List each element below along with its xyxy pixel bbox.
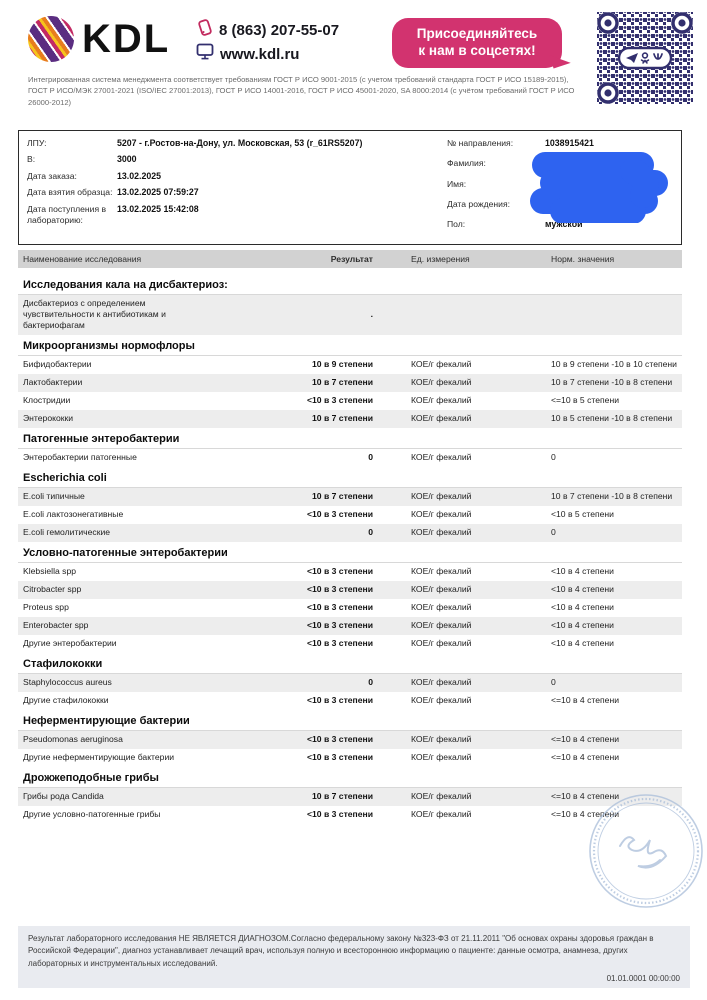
- cell-test-name: Klebsiella spp: [23, 565, 77, 576]
- phone-row: [196, 18, 339, 42]
- info-row: [447, 219, 673, 230]
- cell-test-name: Бифидобактерии: [23, 358, 92, 369]
- table-row: [18, 449, 682, 467]
- info-row: [27, 204, 447, 226]
- contact-block: [196, 18, 339, 66]
- col-header-name: Наименование исследования: [23, 254, 142, 264]
- cell-test-name: Другие энтеробактерии: [23, 637, 117, 648]
- cell-norm: <=10 в 4 степени: [551, 751, 619, 762]
- order-info-column: [27, 138, 447, 237]
- cell-units: КОЕ/г фекалий: [411, 451, 472, 462]
- cell-norm: <=10 в 4 степени: [551, 694, 619, 705]
- cell-norm: <10 в 4 степени: [551, 565, 614, 576]
- cell-test-name: E.coli типичные: [23, 490, 85, 501]
- cell-units: КОЕ/г фекалий: [411, 637, 472, 648]
- table-row: [18, 635, 682, 653]
- info-row: [447, 199, 673, 210]
- cell-norm: <10 в 4 степени: [551, 637, 614, 648]
- info-label: Имя:: [447, 178, 467, 189]
- info-row: [27, 187, 447, 198]
- website-url: www.kdl.ru: [220, 45, 300, 63]
- info-row: [447, 179, 673, 190]
- cell-units: КОЕ/г фекалий: [411, 412, 472, 423]
- table-row: [18, 392, 682, 410]
- table-row: [18, 524, 682, 542]
- social-banner: [392, 18, 562, 68]
- cell-result: 10 в 7 степени: [312, 790, 373, 801]
- info-value: 5207 - г.Ростов-на-Дону, ул. Московская, 53 (r_61RS5207): [117, 138, 363, 148]
- info-label: Дата рождения:: [447, 198, 511, 209]
- table-row: [18, 599, 682, 617]
- cell-test-name: Proteus spp: [23, 601, 69, 612]
- table-row: [18, 563, 682, 581]
- cell-result: <10 в 3 степени: [306, 751, 373, 762]
- cell-result: <10 в 3 степени: [306, 583, 373, 594]
- cell-result: <10 в 3 степени: [306, 808, 373, 819]
- cell-result: <10 в 3 степени: [306, 601, 373, 612]
- cell-result: 10 в 7 степени: [312, 412, 373, 423]
- report-footer: [18, 926, 690, 988]
- info-row: [447, 158, 673, 169]
- kdl-logo-text: KDL: [82, 17, 171, 61]
- cell-units: КОЕ/г фекалий: [411, 376, 472, 387]
- table-row: [18, 674, 682, 692]
- cell-test-name: Другие неферментирующие бактерии: [23, 751, 175, 762]
- cell-result: 0: [368, 676, 373, 687]
- patient-info-box: [18, 130, 682, 245]
- section-header: Патогенные энтеробактерии: [18, 428, 682, 449]
- info-value: 3000: [117, 154, 137, 165]
- col-header-result: Результат: [330, 254, 373, 264]
- cell-result: 0: [368, 526, 373, 537]
- cell-test-name: E.coli лактозонегативные: [23, 508, 124, 519]
- cell-units: КОЕ/г фекалий: [411, 526, 472, 537]
- cell-result: <10 в 3 степени: [306, 619, 373, 630]
- cell-test-name: Лактобактерии: [23, 376, 83, 387]
- cell-units: КОЕ/г фекалий: [411, 676, 472, 687]
- info-label: Дата взятия образца:: [27, 187, 113, 198]
- cell-result: <10 в 3 степени: [306, 637, 373, 648]
- cell-units: КОЕ/г фекалий: [411, 358, 472, 369]
- table-header-row: [18, 250, 682, 268]
- cell-test-name: Энтеробактерии патогенные: [23, 451, 137, 462]
- qr-code: [595, 10, 695, 111]
- info-row: [27, 138, 447, 149]
- info-label: Фамилия:: [447, 158, 486, 169]
- cell-result: <10 в 3 степени: [306, 694, 373, 705]
- info-value: 13.02.2025: [117, 170, 162, 181]
- section-header: Escherichia coli: [18, 467, 682, 488]
- col-header-norm: Норм. значения: [551, 254, 615, 264]
- cell-norm: <10 в 4 степени: [551, 601, 614, 612]
- patient-info-column: [447, 138, 673, 237]
- cell-result: 10 в 9 степени: [312, 358, 373, 369]
- kdl-sphere-icon: [28, 16, 74, 62]
- phone-icon: [196, 18, 213, 42]
- table-body: [18, 274, 682, 824]
- info-label: Пол:: [447, 218, 466, 229]
- table-row: [18, 692, 682, 710]
- cell-units: КОЕ/г фекалий: [411, 508, 472, 519]
- table-row: [18, 506, 682, 524]
- info-value: мужской: [545, 218, 583, 229]
- table-row: [18, 617, 682, 635]
- table-row: [18, 356, 682, 374]
- cell-norm: <=10 в 5 степени: [551, 394, 619, 405]
- cell-result: 10 в 7 степени: [312, 490, 373, 501]
- table-row: [18, 374, 682, 392]
- cell-units: КОЕ/г фекалий: [411, 751, 472, 762]
- cell-norm: <=10 в 4 степени: [551, 808, 619, 819]
- stamp-signature: [620, 837, 666, 868]
- cell-units: КОЕ/г фекалий: [411, 733, 472, 744]
- website-row: [196, 42, 339, 66]
- cell-test-name: Enterobacter spp: [23, 619, 89, 630]
- table-row: [18, 581, 682, 599]
- cell-norm: <=10 в 4 степени: [551, 733, 619, 744]
- cell-result: .: [370, 309, 373, 320]
- cell-test-name: Citrobacter spp: [23, 583, 82, 594]
- qr-center-social: [619, 48, 671, 68]
- cell-test-name: Дисбактериоз с определением чувствительности к антибиотикам и бактериофагам: [23, 298, 166, 331]
- section-header: Микроорганизмы нормофлоры: [18, 335, 682, 356]
- table-row: [18, 806, 682, 824]
- phone-number: 8 (863) 207-55-07: [219, 21, 340, 39]
- section-header: Условно-патогенные энтеробактерии: [18, 542, 682, 563]
- cell-norm: 10 в 7 степени -10 в 8 степени: [551, 376, 673, 387]
- footer-timestamp: 01.01.0001 00:00:00: [606, 974, 680, 983]
- info-label: В:: [27, 154, 36, 165]
- cell-norm: 10 в 9 степени -10 в 10 степени: [551, 358, 677, 369]
- info-row: [27, 154, 447, 165]
- info-row: [27, 171, 447, 182]
- social-banner-line2: к нам в соцсетях!: [418, 43, 536, 58]
- cell-result: <10 в 3 степени: [306, 508, 373, 519]
- cell-units: КОЕ/г фекалий: [411, 490, 472, 501]
- cell-test-name: Грибы рода Candida: [23, 790, 104, 801]
- cell-units: КОЕ/г фекалий: [411, 394, 472, 405]
- cell-result: 10 в 7 степени: [312, 376, 373, 387]
- cell-test-name: E.coli гемолитические: [23, 526, 111, 537]
- cell-norm: 0: [551, 676, 556, 687]
- cell-test-name: Другие стафилококки: [23, 694, 109, 705]
- cell-test-name: Энтерококки: [23, 412, 74, 423]
- info-label: ЛПУ:: [27, 138, 47, 148]
- cell-units: КОЕ/г фекалий: [411, 808, 472, 819]
- cell-units: КОЕ/г фекалий: [411, 790, 472, 801]
- cell-units: КОЕ/г фекалий: [411, 565, 472, 576]
- table-row: [18, 749, 682, 767]
- info-row: [447, 138, 673, 149]
- section-header: Стафилококки: [18, 653, 682, 674]
- cell-test-name: Pseudomonas aeruginosa: [23, 733, 123, 744]
- table-row: [18, 731, 682, 749]
- table-row: [18, 410, 682, 428]
- table-row: [18, 788, 682, 806]
- table-row: [18, 488, 682, 506]
- cell-test-name: Staphylococcus aureus: [23, 676, 112, 687]
- cell-units: КОЕ/г фекалий: [411, 583, 472, 594]
- cell-result: <10 в 3 степени: [306, 733, 373, 744]
- cell-norm: 0: [551, 451, 556, 462]
- disclaimer-text: Результат лабораторного исследования НЕ ЯВЛЯЕТСЯ ДИАГНОЗОМ.Согласно федеральному закону №323-ФЗ от 21.11.2011 "Об основах охраны здоровья граждан в Российской Федерации", диагноз устанавливает лечащий врач, используя полную и всестороннюю информацию о пациенте: данные осмотра, анамнеза, других лабораторных и инструментальных исследований.: [28, 933, 654, 969]
- cell-units: КОЕ/г фекалий: [411, 619, 472, 630]
- info-label: Дата поступления в лабораторию:: [27, 203, 107, 225]
- cell-norm: 10 в 7 степени -10 в 8 степени: [551, 490, 673, 501]
- info-value: 13.02.2025 15:42:08: [117, 203, 199, 214]
- cell-test-name: Клостридии: [23, 394, 71, 405]
- cell-norm: 0: [551, 526, 556, 537]
- cell-result: 0: [368, 451, 373, 462]
- cell-norm: <=10 в 4 степени: [551, 790, 619, 801]
- cell-norm: <10 в 5 степени: [551, 508, 614, 519]
- cell-units: КОЕ/г фекалий: [411, 694, 472, 705]
- cell-norm: <10 в 4 степени: [551, 619, 614, 630]
- cell-units: КОЕ/г фекалий: [411, 601, 472, 612]
- cell-result: <10 в 3 степени: [306, 565, 373, 576]
- monitor-icon: [196, 43, 214, 65]
- section-header: Дрожжеподобные грибы: [18, 767, 682, 788]
- cell-norm: 10 в 5 степени -10 в 8 степени: [551, 412, 673, 423]
- info-value: 1038915421: [545, 138, 594, 148]
- table-row: [18, 295, 682, 335]
- iso-compliance-text: Интегрированная система менеджмента соответствует требованиям ГОСТ Р ИСО 9001-2015 (с учетом требований стандарта ГОСТ Р ИСО 15189-2015), ГОСТ Р ИСО/МЭК 27001-2021 (ISO/IEC 27001:2013), ГОСТ Р ИСО 14001-2016, ГОСТ Р ИСО 45001-2020, SA 8000:2014 (с учётом требований ГОСТ Р ИСО 26000-2012): [28, 75, 575, 107]
- info-value: 13.02.2025 07:59:27: [117, 187, 199, 198]
- cell-result: <10 в 3 степени: [306, 394, 373, 405]
- info-label: Дата заказа:: [27, 170, 77, 181]
- section-header: Неферментирующие бактерии: [18, 710, 682, 731]
- cell-test-name: Другие условно-патогенные грибы: [23, 808, 161, 819]
- col-header-units: Ед. измерения: [411, 254, 470, 264]
- section-header: Исследования кала на дисбактериоз:: [18, 274, 682, 295]
- social-banner-line1: Присоединяйтесь: [416, 26, 538, 42]
- kdl-logo: [28, 16, 170, 62]
- cell-norm: <10 в 4 степени: [551, 583, 614, 594]
- results-table: [18, 250, 682, 824]
- info-label: № направления:: [447, 138, 514, 148]
